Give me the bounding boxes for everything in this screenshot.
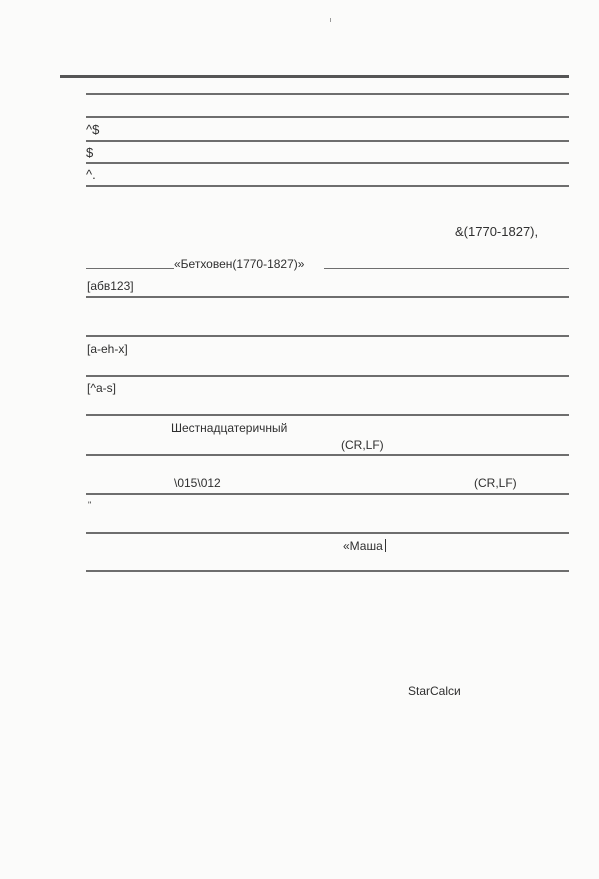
- table-top-rule: [60, 75, 569, 78]
- beethoven-dates-text: &(1770-1827),: [455, 224, 539, 239]
- scan-speck: [330, 18, 331, 22]
- table-rule: [86, 185, 569, 187]
- table-rule: [86, 296, 569, 298]
- quote-mark: ": [88, 500, 92, 510]
- underline-right: [324, 268, 569, 269]
- table-row-pattern: ^$: [86, 122, 100, 137]
- table-rule: [86, 335, 569, 337]
- masha-text: [343, 539, 386, 554]
- beethoven-example-text: «Бетховен(1770-1827)»: [174, 257, 305, 271]
- table-row-pattern: ^.: [86, 167, 96, 182]
- table-rule: [86, 414, 569, 416]
- table-rule: [86, 532, 569, 534]
- text-cursor: [385, 539, 386, 552]
- entry-pattern: [абв123]: [87, 279, 134, 293]
- masha-label: «Маша: [343, 539, 383, 553]
- starcalc-text: StarCalcи: [408, 684, 461, 698]
- table-rule: [86, 454, 569, 456]
- entry-pattern: [a-eh-x]: [87, 342, 128, 356]
- table-rule: [86, 162, 569, 164]
- table-row-pattern: $: [86, 145, 94, 160]
- underline-left: [86, 268, 174, 269]
- table-rule: [86, 140, 569, 142]
- octal-escape-text: \015\012: [174, 476, 221, 490]
- crlf-text: (CR,LF): [341, 438, 384, 452]
- hex-word: Шестнадцатеричный: [171, 421, 288, 435]
- table-rule: [86, 375, 569, 377]
- table-rule: [86, 116, 569, 118]
- table-rule: [86, 493, 569, 495]
- crlf-text: (CR,LF): [474, 476, 517, 490]
- table-rule: [86, 93, 569, 95]
- table-rule: [86, 570, 569, 572]
- entry-pattern: [^a-s]: [87, 381, 116, 395]
